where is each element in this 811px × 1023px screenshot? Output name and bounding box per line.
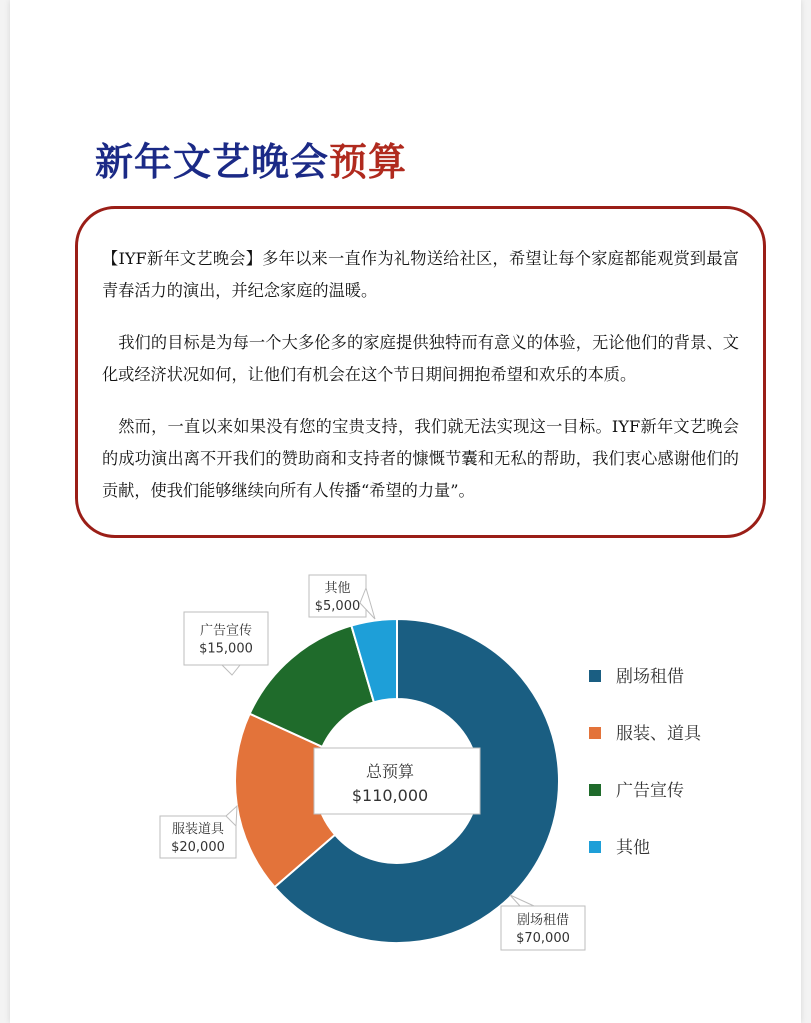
center-value: $110,000 [351, 786, 429, 805]
intro-paragraph-1: 【IYF新年文艺晚会】多年以来一直作为礼物送给社区，希望让每个家庭都能观赏到最富青春活力的演出，并纪念家庭的温暖。 [102, 249, 739, 300]
callout-name-3: 广告宣传 [199, 623, 253, 639]
callout-name-4: 其他 [324, 581, 351, 596]
callout-value-2: $20,000 [171, 840, 225, 855]
title-main: 新年文艺晚会 [95, 139, 330, 184]
legend-label-2: 服装、道具 [616, 724, 701, 744]
chart-center [314, 748, 480, 814]
legend-swatch-1 [589, 670, 601, 682]
callout-name-1: 剧场租借 [516, 913, 570, 928]
callout-tail-3 [222, 665, 240, 675]
legend-label-4: 其他 [616, 838, 650, 858]
legend-swatch-3 [589, 784, 601, 796]
callout-value-4: $5,000 [314, 599, 361, 614]
callout-name-2: 服装道具 [171, 822, 225, 837]
legend-label-3: 广告宣传 [616, 781, 684, 801]
center-label: 总预算 [365, 762, 415, 781]
callout-value-1: $70,000 [516, 931, 570, 946]
callout-tail-1 [510, 895, 534, 906]
legend-swatch-2 [589, 727, 601, 739]
title-accent: 预算 [329, 139, 408, 184]
legend-swatch-4 [589, 841, 601, 853]
legend-label-1: 剧场租借 [616, 667, 684, 687]
callout-box-3 [184, 612, 268, 665]
callout-value-3: $15,000 [199, 641, 253, 657]
intro-paragraph-3: 然而，一直以来如果没有您的宝贵支持，我们就无法实现这一目标。IYF新年文艺晚会的成功演出离不开我们的赞助商和支持者的慷慨节囊和无私的帮助，我们衷心感谢他们的贡献，使我们能够继续向所有人传播“希望的力量”。 [102, 417, 739, 500]
chart-legend [589, 667, 702, 858]
intro-paragraph-2: 我们的目标是为每一个大多伦多的家庭提供独特而有意义的体验，无论他们的背景、文化或经济状况如何，让他们有机会在这个节日期间拥抱希望和欢乐的本质。 [102, 333, 739, 384]
